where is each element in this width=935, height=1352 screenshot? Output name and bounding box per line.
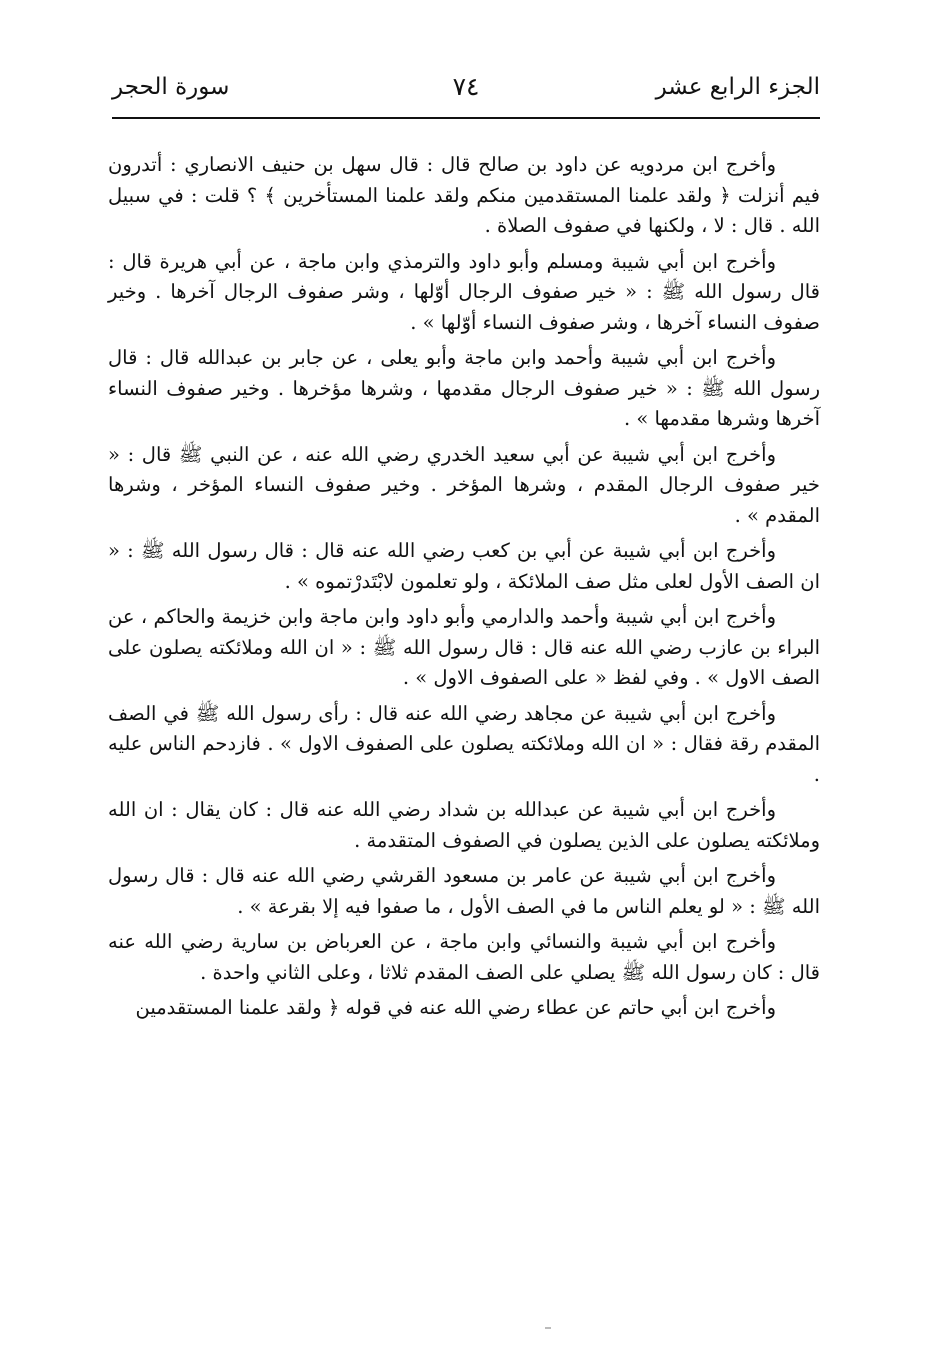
surah-title: سورة الحجر	[112, 74, 230, 100]
body-text	[108, 150, 820, 1029]
header-divider	[112, 117, 820, 119]
paragraph: وأخرج ابن أبي شيبة عن أبي بن كعب رضي الله عنه قال : قال رسول الله ﷺ : « ان الصف الأول لعلى مثل صف الملائكة ، ولو تعلمون لابْتَدرْتموه » .	[108, 539, 820, 593]
paragraph: وأخرج ابن أبي شيبة وأحمد والدارمي وأبو داود وابن ماجة وابن خزيمة والحاكم ، عن البراء بن عازب رضي الله عنه قال : قال رسول الله ﷺ : « ان الله وملائكته يصلون على الصف الاول » . وفي لفظ « على الصفوف الاول » .	[108, 605, 820, 689]
paragraph: وأخرج ابن أبي حاتم عن عطاء رضي الله عنه في قوله ﴿ ولقد علمنا المستقدمين	[135, 996, 776, 1019]
paragraph: وأخرج ابن مردويه عن داود بن صالح قال : قال سهل بن حنيف الانصاري : أتدرون فيم أنزلت ﴿ ولقد علمنا المستقدمين منكم ولقد علمنا المستأخرين ﴾ ؟ قلت : في سبيل الله . قال : لا ، ولكنها في صفوف الصلاة .	[108, 153, 820, 237]
paragraph: وأخرج ابن أبي شيبة ومسلم وأبو داود والترمذي وابن ماجة ، عن أبي هريرة قال : قال رسول الله ﷺ : « خير صفوف الرجال أوّلها ، وشر صفوف الرجال آخرها . وخير صفوف النساء آخرها ، وشر صفوف النساء أوّلها » .	[108, 249, 820, 334]
part-title: الجزء الرابع عشر	[655, 74, 820, 100]
page-header	[112, 70, 820, 110]
paragraph: وأخرج ابن أبي شيبة وأحمد وابن ماجة وأبو يعلى ، عن جابر بن عبدالله قال : قال رسول الله ﷺ : « خير صفوف الرجال مقدمها ، وشرها مؤخرها . وخير صفوف النساء آخرها وشرها مقدمها » .	[108, 346, 820, 430]
page-number: ٧٤	[452, 72, 480, 101]
paragraph: وأخرج ابن أبي شيبة عن مجاهد رضي الله عنه قال : رأى رسول الله ﷺ في الصف المقدم رقة فقال : « ان الله وملائكته يصلون على الصفوف الاول » . فازدحم الناس عليه .	[108, 701, 820, 786]
paragraph: وأخرج ابن أبي شيبة عن عبدالله بن شداد رضي الله عنه قال : كان يقال : ان الله وملائكته يصلون على الذين يصلون في الصفوف المتقدمة .	[108, 798, 820, 852]
paragraph: وأخرج ابن أبي شيبة والنسائي وابن ماجة ، عن العرباض بن سارية رضي الله عنه قال : كان رسول الله ﷺ يصلي على الصف المقدم ثلاثا ، وعلى الثاني واحدة .	[108, 930, 820, 984]
paragraph: وأخرج ابن أبي شيبة عن عامر بن مسعود القرشي رضي الله عنه قال : قال رسول الله ﷺ : « لو يعلم الناس ما في الصف الأول ، ما صفوا فيه إلا بقرعة » .	[108, 864, 820, 918]
scan-mark	[545, 1327, 551, 1329]
paragraph: وأخرج ابن أبي شيبة عن أبي سعيد الخدري رضي الله عنه ، عن النبي ﷺ قال : « خير صفوف الرجال المقدم ، وشرها المؤخر . وخير صفوف النساء المؤخر ، وشرها المقدم » .	[108, 442, 820, 527]
